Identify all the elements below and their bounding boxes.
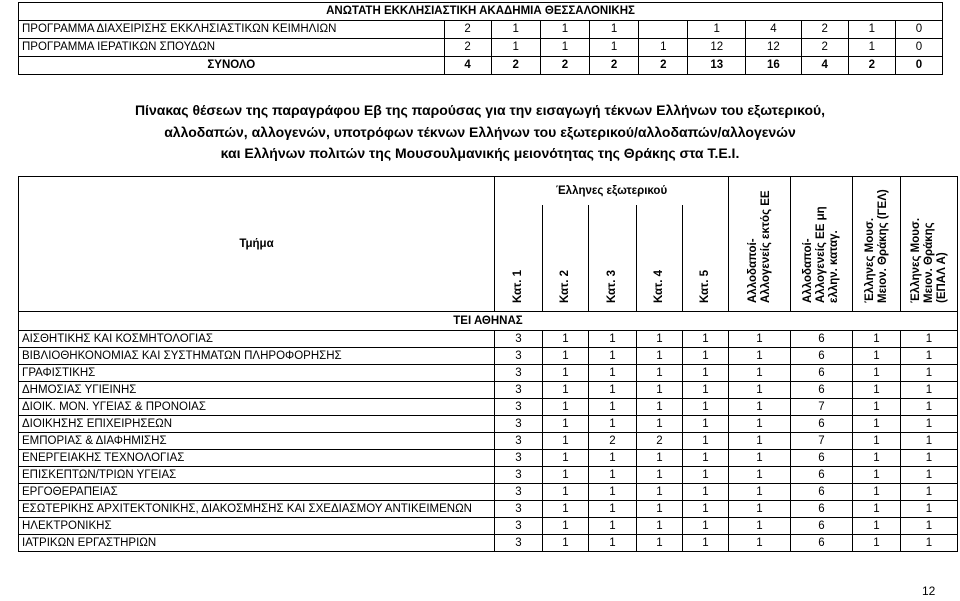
top-table — [18, 2, 943, 75]
cell: 3 — [495, 501, 543, 518]
cell: 2 — [444, 39, 491, 57]
cell: 1 — [901, 535, 958, 552]
header-row — [19, 177, 958, 206]
cell: 1 — [683, 399, 729, 416]
col7-header-text: Αλλοδαποί-Αλλογενείς ΕΕ μη ελλην. καταγ. — [802, 206, 840, 303]
greeks-abroad-header: Έλληνες εξωτερικού — [495, 177, 729, 206]
cell: 1 — [729, 501, 791, 518]
cell: 1 — [853, 450, 901, 467]
cell: 1 — [637, 331, 683, 348]
department-name: ΔΗΜΟΣΙΑΣ ΥΓΙΕΙΝΗΣ — [19, 382, 495, 399]
cell: 1 — [589, 501, 637, 518]
cat1-header — [495, 205, 543, 312]
department-name: ΗΛΕΚΤΡΟΝΙΚΗΣ — [19, 518, 495, 535]
cell: 6 — [791, 467, 853, 484]
cell: 1 — [683, 484, 729, 501]
table-row — [19, 501, 958, 518]
department-name: ΓΡΑΦΙΣΤΙΚΗΣ — [19, 365, 495, 382]
cell: 2 — [801, 21, 848, 39]
cell: 1 — [901, 518, 958, 535]
cell: 1 — [543, 331, 589, 348]
cell: 1 — [637, 450, 683, 467]
cell: 1 — [901, 484, 958, 501]
department-name: ΔΙΟΙΚ. ΜΟΝ. ΥΓΕΙΑΣ & ΠΡΟΝΟΙΑΣ — [19, 399, 495, 416]
cell: 6 — [791, 484, 853, 501]
cell: 1 — [637, 365, 683, 382]
col9-header-text: Έλληνες Μουσ. Μειον. Θράκης (ΕΠΑΛ Α) — [909, 217, 948, 303]
table-row — [19, 518, 958, 535]
cell: 1 — [853, 348, 901, 365]
cell: 1 — [901, 501, 958, 518]
cell: 1 — [853, 484, 901, 501]
department-name: ΑΙΣΘΗΤΙΚΗΣ ΚΑΙ ΚΟΣΜΗΤΟΛΟΓΙΑΣ — [19, 331, 495, 348]
cell: 1 — [683, 501, 729, 518]
cell: 1 — [637, 382, 683, 399]
cell: 1 — [589, 467, 637, 484]
cell: 3 — [495, 467, 543, 484]
cell: 1 — [543, 433, 589, 450]
table-row — [19, 21, 943, 39]
cell: 16 — [746, 57, 802, 75]
cell: 3 — [495, 348, 543, 365]
cell: 1 — [901, 331, 958, 348]
cell: 1 — [901, 450, 958, 467]
table-row — [19, 331, 958, 348]
cell: 4 — [444, 57, 491, 75]
cell: 1 — [853, 535, 901, 552]
cell: 1 — [543, 535, 589, 552]
cell: 2 — [589, 433, 637, 450]
cell: 1 — [589, 518, 637, 535]
cat3-header — [589, 205, 637, 312]
cell: 1 — [590, 39, 639, 57]
institution-title: ΑΝΩΤΑΤΗ ΕΚΚΛΗΣΙΑΣΤΙΚΗ ΑΚΑΔΗΜΙΑ ΘΕΣΣΑΛΟΝΙΚΗΣ — [19, 3, 943, 21]
cell: 7 — [791, 433, 853, 450]
cell: 1 — [729, 331, 791, 348]
cell: 1 — [683, 348, 729, 365]
cell: 1 — [853, 518, 901, 535]
cell: 1 — [543, 518, 589, 535]
cell: 2 — [444, 21, 491, 39]
cell: 1 — [589, 450, 637, 467]
cell: 6 — [791, 348, 853, 365]
department-name: ΕΣΩΤΕΡΙΚΗΣ ΑΡΧΙΤΕΚΤΟΝΙΚΗΣ, ΔΙΑΚΟΣΜΗΣΗΣ ΚΑΙ ΣΧΕΔΙΑΣΜΟΥ ΑΝΤΙΚΕΙΜΕΝΩΝ — [19, 501, 495, 518]
col6-header — [729, 177, 791, 312]
col8-header-text: Έλληνες Μουσ. Μειον. Θράκης (ΓΕΛ) — [863, 189, 889, 303]
cell: 3 — [495, 535, 543, 552]
cell: 1 — [901, 382, 958, 399]
cell: 1 — [639, 39, 688, 57]
table-row — [19, 399, 958, 416]
cell: 3 — [495, 399, 543, 416]
cell: 0 — [895, 39, 942, 57]
table-row — [19, 365, 958, 382]
cell: 1 — [637, 416, 683, 433]
cell: 1 — [589, 382, 637, 399]
cell: 1 — [853, 416, 901, 433]
cell: 1 — [589, 331, 637, 348]
cell: 2 — [639, 57, 688, 75]
department-header: Τμήμα — [19, 177, 495, 312]
table-row — [19, 382, 958, 399]
table-row — [19, 450, 958, 467]
cell: 6 — [791, 501, 853, 518]
cell: 1 — [589, 484, 637, 501]
cell: 1 — [901, 416, 958, 433]
col6-header-text: Αλλοδαποί-Αλλογενείς εκτός ΕΕ — [746, 190, 772, 303]
cell: 1 — [729, 416, 791, 433]
cell: 1 — [901, 433, 958, 450]
cat5-header — [683, 205, 729, 312]
cell: 1 — [491, 21, 540, 39]
cell: 1 — [853, 467, 901, 484]
cell: 6 — [791, 331, 853, 348]
table-row — [19, 416, 958, 433]
col7-header — [791, 177, 853, 312]
cell: 1 — [729, 467, 791, 484]
cell: 1 — [683, 467, 729, 484]
cell: 1 — [729, 348, 791, 365]
cell: 1 — [637, 484, 683, 501]
cell: 6 — [791, 535, 853, 552]
cell: 1 — [901, 467, 958, 484]
table-row — [19, 433, 958, 450]
cell: 1 — [853, 365, 901, 382]
cell: 1 — [683, 365, 729, 382]
table-caption — [0, 100, 960, 165]
cell: 1 — [637, 399, 683, 416]
cell: 1 — [543, 399, 589, 416]
cell: 1 — [848, 39, 895, 57]
institution-name: ΤΕΙ ΑΘΗΝΑΣ — [19, 312, 958, 331]
institution-row — [19, 312, 958, 331]
col8-header — [853, 177, 901, 312]
caption-line: Πίνακας θέσεων της παραγράφου Εβ της παρούσας για την εισαγωγή τέκνων Ελλήνων του εξωτερικού, — [134, 102, 826, 118]
cell — [639, 21, 688, 39]
cell: 4 — [746, 21, 802, 39]
cell: 1 — [540, 39, 589, 57]
cell: 2 — [801, 39, 848, 57]
cell: 1 — [729, 535, 791, 552]
cell: 1 — [853, 331, 901, 348]
cat4-header — [637, 205, 683, 312]
department-name: ΒΙΒΛΙΟΘΗΚΟΝΟΜΙΑΣ ΚΑΙ ΣΥΣΤΗΜΑΤΩΝ ΠΛΗΡΟΦΟΡΗΣΗΣ — [19, 348, 495, 365]
cell: 1 — [901, 348, 958, 365]
department-name: ΕΝΕΡΓΕΙΑΚΗΣ ΤΕΧΝΟΛΟΓΙΑΣ — [19, 450, 495, 467]
cell: 1 — [543, 467, 589, 484]
cell: 13 — [688, 57, 746, 75]
cell: 1 — [683, 416, 729, 433]
cell: 3 — [495, 382, 543, 399]
cell: 1 — [637, 518, 683, 535]
cat3-header-text: Κατ. 3 — [606, 269, 618, 303]
cell: 1 — [729, 433, 791, 450]
cat2-header — [543, 205, 589, 312]
cell: 6 — [791, 518, 853, 535]
cell: 1 — [683, 450, 729, 467]
cell: 0 — [895, 57, 942, 75]
cell: 1 — [543, 484, 589, 501]
cell: 1 — [729, 484, 791, 501]
cell: 2 — [491, 57, 540, 75]
cell: 3 — [495, 416, 543, 433]
cell: 1 — [589, 399, 637, 416]
cell: 6 — [791, 450, 853, 467]
cell: 1 — [637, 501, 683, 518]
cell: 1 — [543, 348, 589, 365]
cell: 1 — [729, 399, 791, 416]
cell: 6 — [791, 365, 853, 382]
cell: 1 — [729, 450, 791, 467]
cell: 1 — [729, 365, 791, 382]
main-table — [18, 176, 958, 552]
cell: 1 — [901, 399, 958, 416]
cell: 3 — [495, 518, 543, 535]
cell: 12 — [688, 39, 746, 57]
cell: 1 — [853, 501, 901, 518]
cell: 12 — [746, 39, 802, 57]
cell: 6 — [791, 382, 853, 399]
table-row — [19, 467, 958, 484]
table-row — [19, 348, 958, 365]
cell: 1 — [729, 518, 791, 535]
cat2-header-text: Κατ. 2 — [559, 269, 571, 303]
cell: 1 — [589, 365, 637, 382]
program-name: ΠΡΟΓΡΑΜΜΑ ΙΕΡΑΤΙΚΩΝ ΣΠΟΥΔΩΝ — [19, 39, 445, 57]
cell: 1 — [589, 348, 637, 365]
cell: 1 — [543, 501, 589, 518]
department-name: ΕΜΠΟΡΙΑΣ & ΔΙΑΦΗΜΙΣΗΣ — [19, 433, 495, 450]
cell: 1 — [589, 416, 637, 433]
cell: 4 — [801, 57, 848, 75]
cell: 1 — [543, 365, 589, 382]
cell: 1 — [683, 331, 729, 348]
table-row — [19, 57, 943, 75]
cell: 1 — [683, 518, 729, 535]
cell: 1 — [491, 39, 540, 57]
cell: 1 — [637, 348, 683, 365]
cell: 3 — [495, 433, 543, 450]
table-row — [19, 535, 958, 552]
cell: 1 — [540, 21, 589, 39]
caption-line: και Ελλήνων πολιτών της Μουσουλμανικής μειονότητας της Θράκης στα Τ.Ε.Ι. — [220, 145, 740, 161]
cell: 1 — [543, 416, 589, 433]
cell: 3 — [495, 484, 543, 501]
cell: 1 — [729, 382, 791, 399]
col9-header — [901, 177, 958, 312]
cell: 2 — [540, 57, 589, 75]
cell: 3 — [495, 331, 543, 348]
cell: 1 — [853, 433, 901, 450]
cell: 2 — [590, 57, 639, 75]
cell: 1 — [637, 467, 683, 484]
department-name: ΔΙΟΙΚΗΣΗΣ ΕΠΙΧΕΙΡΗΣΕΩΝ — [19, 416, 495, 433]
program-name: ΠΡΟΓΡΑΜΜΑ ΔΙΑΧΕΙΡΙΣΗΣ ΕΚΚΛΗΣΙΑΣΤΙΚΩΝ ΚΕΙΜΗΛΙΩΝ — [19, 21, 445, 39]
cell: 1 — [688, 21, 746, 39]
cell: 1 — [848, 21, 895, 39]
cell: 6 — [791, 416, 853, 433]
caption-line: αλλοδαπών, αλλογενών, υποτρόφων τέκνων Ελλήνων του εξωτερικού/αλλοδαπών/αλλογενών — [164, 123, 796, 140]
cell: 1 — [590, 21, 639, 39]
department-name: ΙΑΤΡΙΚΩΝ ΕΡΓΑΣΤΗΡΙΩΝ — [19, 535, 495, 552]
cell: 1 — [853, 382, 901, 399]
total-label: ΣΥΝΟΛΟ — [19, 57, 445, 75]
cell: 1 — [637, 535, 683, 552]
cell: 0 — [895, 21, 942, 39]
table-row — [19, 39, 943, 57]
cell: 7 — [791, 399, 853, 416]
page-number: 12 — [922, 584, 936, 598]
department-name: ΕΡΓΟΘΕΡΑΠΕΙΑΣ — [19, 484, 495, 501]
cell: 1 — [543, 450, 589, 467]
table-row — [19, 484, 958, 501]
department-name: ΕΠΙΣΚΕΠΤΩΝ/ΤΡΙΩΝ ΥΓΕΙΑΣ — [19, 467, 495, 484]
cell: 1 — [589, 535, 637, 552]
cell: 2 — [848, 57, 895, 75]
cat5-header-text: Κατ. 5 — [699, 269, 711, 303]
cell: 1 — [683, 535, 729, 552]
cell: 1 — [901, 365, 958, 382]
cell: 2 — [637, 433, 683, 450]
cell: 3 — [495, 450, 543, 467]
cell: 1 — [853, 399, 901, 416]
cell: 1 — [683, 382, 729, 399]
cat1-header-text: Κατ. 1 — [512, 269, 524, 303]
cell: 1 — [543, 382, 589, 399]
cell: 3 — [495, 365, 543, 382]
departments-body — [19, 331, 958, 552]
cat4-header-text: Κατ. 4 — [653, 269, 665, 303]
cell: 1 — [683, 433, 729, 450]
